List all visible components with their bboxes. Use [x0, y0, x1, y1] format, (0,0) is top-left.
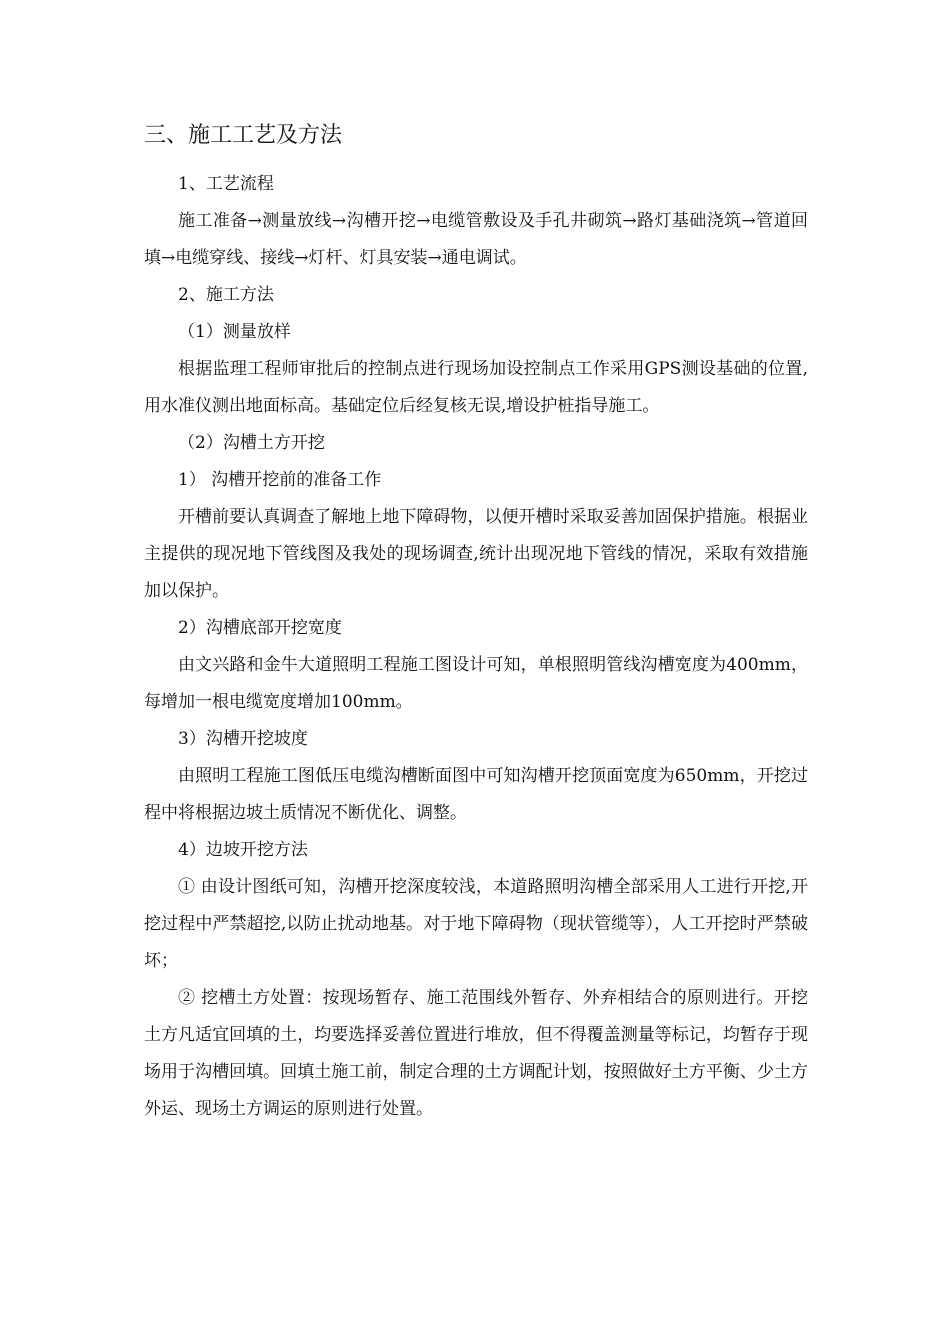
paragraph-survey: 根据监理工程师审批后的控制点进行现场加设控制点工作采用GPS测设基础的位置,用水准仪测出地面标高。基础定位后经复核无误,增设护桩指导施工。: [144, 359, 808, 416]
section-title: 三、施工工艺及方法: [144, 123, 343, 148]
subheading-survey: （1）测量放样: [178, 322, 291, 342]
subheading-preparation: 1） 沟槽开挖前的准备工作: [178, 470, 382, 490]
subheading-trench-slope: 3）沟槽开挖坡度: [178, 729, 308, 749]
paragraph-process-flow: 施工准备→测量放线→沟槽开挖→电缆管敷设及手孔井砌筑→路灯基础浇筑→管道回填→电缆穿线、接线→灯杆、灯具安装→通电调试。: [144, 211, 808, 268]
document-body: [144, 166, 808, 1128]
subheading-process-flow: 1、工艺流程: [178, 174, 274, 194]
subheading-construction-method: 2、施工方法: [178, 285, 274, 305]
subheading-trench-width: 2）沟槽底部开挖宽度: [178, 618, 342, 638]
paragraph-slope-method-1: ① 由设计图纸可知，沟槽开挖深度较浅，本道路照明沟槽全部采用人工进行开挖,开挖过程中严禁超挖,以防止扰动地基。对于地下障碍物（现状管缆等），人工开挖时严禁破坏；: [144, 877, 808, 971]
paragraph-trench-slope: 由照明工程施工图低压电缆沟槽断面图中可知沟槽开挖顶面宽度为650mm，开挖过程中将根据边坡土质情况不断优化、调整。: [144, 766, 808, 823]
paragraph-slope-method-2: ② 挖槽土方处置：按现场暂存、施工范围线外暂存、外弃相结合的原则进行。开挖土方凡适宜回填的土，均要选择妥善位置进行堆放，但不得覆盖测量等标记，均暂存于现场用于沟槽回填。回填土施工前，制定合理的土方调配计划，按照做好土方平衡、少土方外运、现场土方调运的原则进行处置。: [144, 988, 808, 1119]
subheading-trench-excavation: （2）沟槽土方开挖: [178, 433, 325, 453]
subheading-slope-method: 4）边坡开挖方法: [178, 840, 308, 860]
paragraph-preparation: 开槽前要认真调查了解地上地下障碍物，以便开槽时采取妥善加固保护措施。根据业主提供的现况地下管线图及我处的现场调查,统计出现况地下管线的情况，采取有效措施加以保护。: [144, 507, 808, 601]
paragraph-trench-width: 由文兴路和金牛大道照明工程施工图设计可知，单根照明管线沟槽宽度为400mm，每增加一根电缆宽度增加100mm。: [144, 655, 808, 712]
